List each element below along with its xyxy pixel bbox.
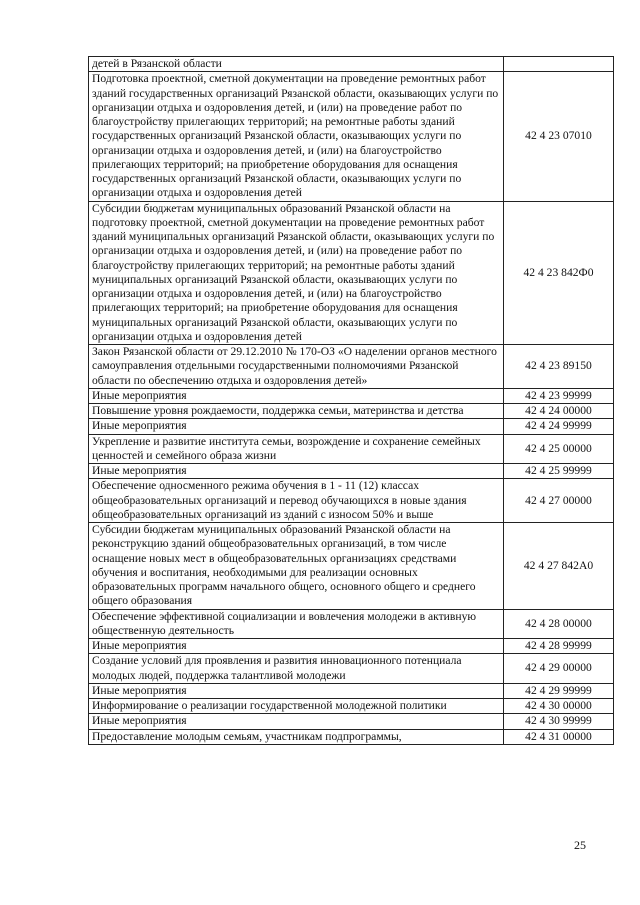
row-name-cell: Создание условий для проявления и развития инновационного потенциала молодых людей, поддержка талантливой молодежи — [89, 654, 504, 684]
row-name-cell: Информирование о реализации государственной молодежной политики — [89, 699, 504, 714]
table-row — [89, 388, 614, 403]
row-code-cell: 42 4 28 99999 — [504, 639, 614, 654]
table-row — [89, 683, 614, 698]
row-name-cell: Субсидии бюджетам муниципальных образований Рязанской области на подготовку проектной, сметной документации на проведение ремонтных работ зданий муниципальных организаций Рязанской области, оказывающих услуги по организации отдыха и оздоровления детей, и (или) на проведение работ по благоустройству прилегающих территорий; на ремонтные работы зданий муниципальных организаций Рязанской области, оказывающих услуги по организации отдыха и оздоровления детей, и (или) на благоустройство прилегающих территорий; на приобретение оборудования для оснащения муниципальных организаций Рязанской области, оказывающих услуги по организации отдыха и оздоровления детей — [89, 201, 504, 345]
row-code-cell: 42 4 25 99999 — [504, 464, 614, 479]
table-row — [89, 639, 614, 654]
table-body — [89, 57, 614, 745]
row-code-cell — [504, 57, 614, 72]
row-name-cell: Укрепление и развитие института семьи, возрождение и сохранение семейных ценностей и семейного образа жизни — [89, 434, 504, 464]
table-row — [89, 404, 614, 419]
row-code-cell: 42 4 24 00000 — [504, 404, 614, 419]
table-row — [89, 345, 614, 389]
row-code-cell: 42 4 25 00000 — [504, 434, 614, 464]
budget-classification-table — [88, 56, 614, 745]
table-row — [89, 419, 614, 434]
table-row — [89, 479, 614, 523]
row-code-cell: 42 4 27 842А0 — [504, 523, 614, 610]
row-name-cell: Подготовка проектной, сметной документации на проведение ремонтных работ зданий государственных организаций Рязанской области, оказывающих услуги по организации отдыха и оздоровления детей, и (или) на проведение работ по благоустройству прилегающих территорий; на ремонтные работы зданий государственных организаций Рязанской области, оказывающих услуги по организации отдыха и оздоровления детей, и (или) на благоустройство прилегающих территорий; на приобретение оборудования для оснащения государственных организаций Рязанской области, оказывающих услуги по организации отдыха и оздоровления детей — [89, 72, 504, 201]
row-code-cell: 42 4 27 00000 — [504, 479, 614, 523]
table-row — [89, 57, 614, 72]
row-code-cell: 42 4 23 99999 — [504, 388, 614, 403]
table-row — [89, 729, 614, 744]
row-code-cell: 42 4 30 99999 — [504, 714, 614, 729]
table-row — [89, 464, 614, 479]
table-row — [89, 714, 614, 729]
row-code-cell: 42 4 23 07010 — [504, 72, 614, 201]
row-code-cell: 42 4 31 00000 — [504, 729, 614, 744]
row-name-cell: Обеспечение односменного режима обучения в 1 - 11 (12) классах общеобразовательных организаций и перевод обучающихся в новые здания общеобразовательных организаций из зданий с износом 50% и выше — [89, 479, 504, 523]
row-name-cell: Иные мероприятия — [89, 683, 504, 698]
row-name-cell: Предоставление молодым семьям, участникам подпрограммы, — [89, 729, 504, 744]
document-page — [88, 56, 608, 745]
row-name-cell: детей в Рязанской области — [89, 57, 504, 72]
row-name-cell: Субсидии бюджетам муниципальных образований Рязанской области на реконструкцию зданий общеобразовательных организаций, в том числе оснащение новых мест в общеобразовательных организациях средствами обучения и воспитания, необходимыми для реализации основных образовательных программ начального общего, основного общего и среднего общего образования — [89, 523, 504, 610]
row-code-cell: 42 4 29 00000 — [504, 654, 614, 684]
row-code-cell: 42 4 24 99999 — [504, 419, 614, 434]
table-row — [89, 609, 614, 639]
table-row — [89, 434, 614, 464]
table-row — [89, 523, 614, 610]
row-name-cell: Закон Рязанской области от 29.12.2010 № 170-ОЗ «О наделении органов местного самоуправления отдельными государственными полномочиями Рязанской области по обеспечению отдыха и оздоровления детей» — [89, 345, 504, 389]
table-row — [89, 699, 614, 714]
row-code-cell: 42 4 30 00000 — [504, 699, 614, 714]
row-code-cell: 42 4 23 89150 — [504, 345, 614, 389]
row-name-cell: Иные мероприятия — [89, 388, 504, 403]
row-name-cell: Обеспечение эффективной социализации и вовлечения молодежи в активную общественную деятельность — [89, 609, 504, 639]
row-code-cell: 42 4 29 99999 — [504, 683, 614, 698]
row-name-cell: Повышение уровня рождаемости, поддержка семьи, материнства и детства — [89, 404, 504, 419]
row-code-cell: 42 4 28 00000 — [504, 609, 614, 639]
row-name-cell: Иные мероприятия — [89, 464, 504, 479]
table-row — [89, 654, 614, 684]
row-code-cell: 42 4 23 842Ф0 — [504, 201, 614, 345]
row-name-cell: Иные мероприятия — [89, 419, 504, 434]
table-row — [89, 72, 614, 201]
page-number: 25 — [574, 838, 586, 852]
row-name-cell: Иные мероприятия — [89, 714, 504, 729]
table-row — [89, 201, 614, 345]
row-name-cell: Иные мероприятия — [89, 639, 504, 654]
